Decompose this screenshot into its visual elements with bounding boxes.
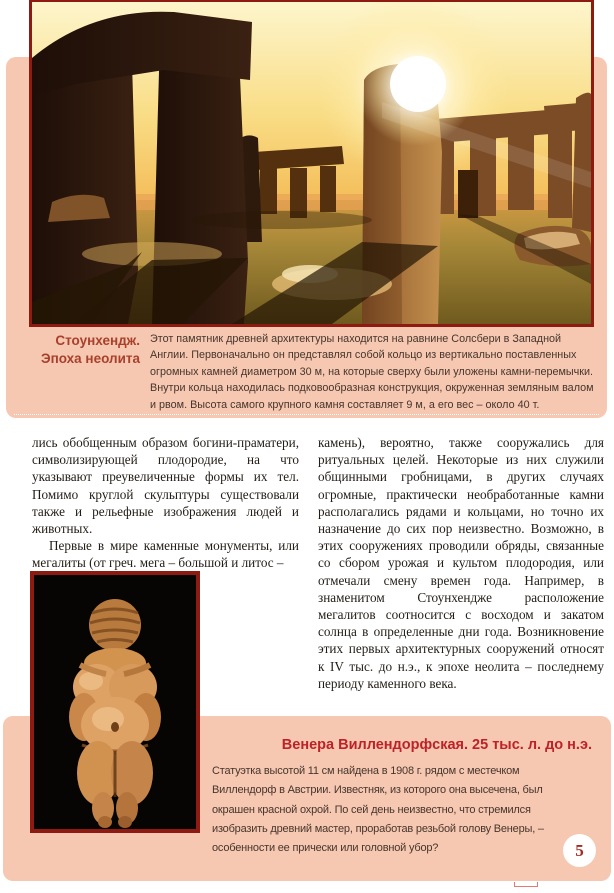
stonehenge-photo <box>29 0 594 327</box>
venus-caption-title: Венера Виллендорфская. 25 тыс. л. до н.э. <box>281 737 592 753</box>
stonehenge-caption-text: Этот памятник древней архитектуры находится на равнине Солсбери в Западной Англии. Первоначально он представлял собой кольцо из вертикально поставленных огромных камней диаметром 30 м, на которые сверху были уложены камни-перемычки. Внутри кольца находилась подковообразная конструкция, окруженная земляным валом и рвом. Высота самого крупного камня составляет 9 м, а его вес – около 40 т. <box>150 333 594 411</box>
page-number: 5 <box>575 841 584 860</box>
caption-title-line-2: Эпоха неолита <box>40 350 140 366</box>
stonehenge-sunset-illustration <box>32 2 591 324</box>
article-paragraph: Первые в мире каменные монументы, или мегалиты (от греч. мега – большой и литос – <box>32 538 299 571</box>
article-left-column <box>32 434 299 572</box>
venus-caption-text: Статуэтка высотой 11 см найдена в 1908 г. рядом с местечком Виллендорф в Австрии. Известняк, из которого она высечена, был окрашен красной охрой. По сей день неизвестно, что стремился изобразить древний мастер, проработав резьбой голову Венеры, – особенности ее прически или головной убор? <box>212 765 544 855</box>
venus-figurine-illustration <box>34 575 196 829</box>
article-paragraph: лись обобщенным образом богини-праматери, символизирующей плодородие, на что указывают преувеличенные формы их тел. Помимо круглой скульптуры существовали также и рельефные изображения людей и животных. <box>32 435 299 537</box>
stonehenge-caption-title <box>28 332 140 367</box>
caption-title-line-1: Стоунхендж. <box>55 333 140 348</box>
article-right-column: камень), вероятно, также сооружались для ритуальных целей. Некоторые из них служили общинными гробницами, в других случаях огромные, практически необработанные камни располагались рядами и кольцами, но точно их назначение до сих пор неизвестно. Возможно, в этих сооружениях проводили обряды, связанные со сбором урожая и культом плодородия, или отмечали смену времен года. Например, в знаменитом Стоунхендже расположение мегалитов соотносится с восходом и закатом солнца в определенные дни года. Возникновение этих первых архитектурных сооружений относят к IV тыс. до н.э., к эпохе неолита – последнему периоду каменного века. <box>318 435 604 691</box>
page-number-badge <box>563 834 596 867</box>
print-crop-mark <box>514 882 538 887</box>
venus-figurine-photo <box>30 571 200 833</box>
